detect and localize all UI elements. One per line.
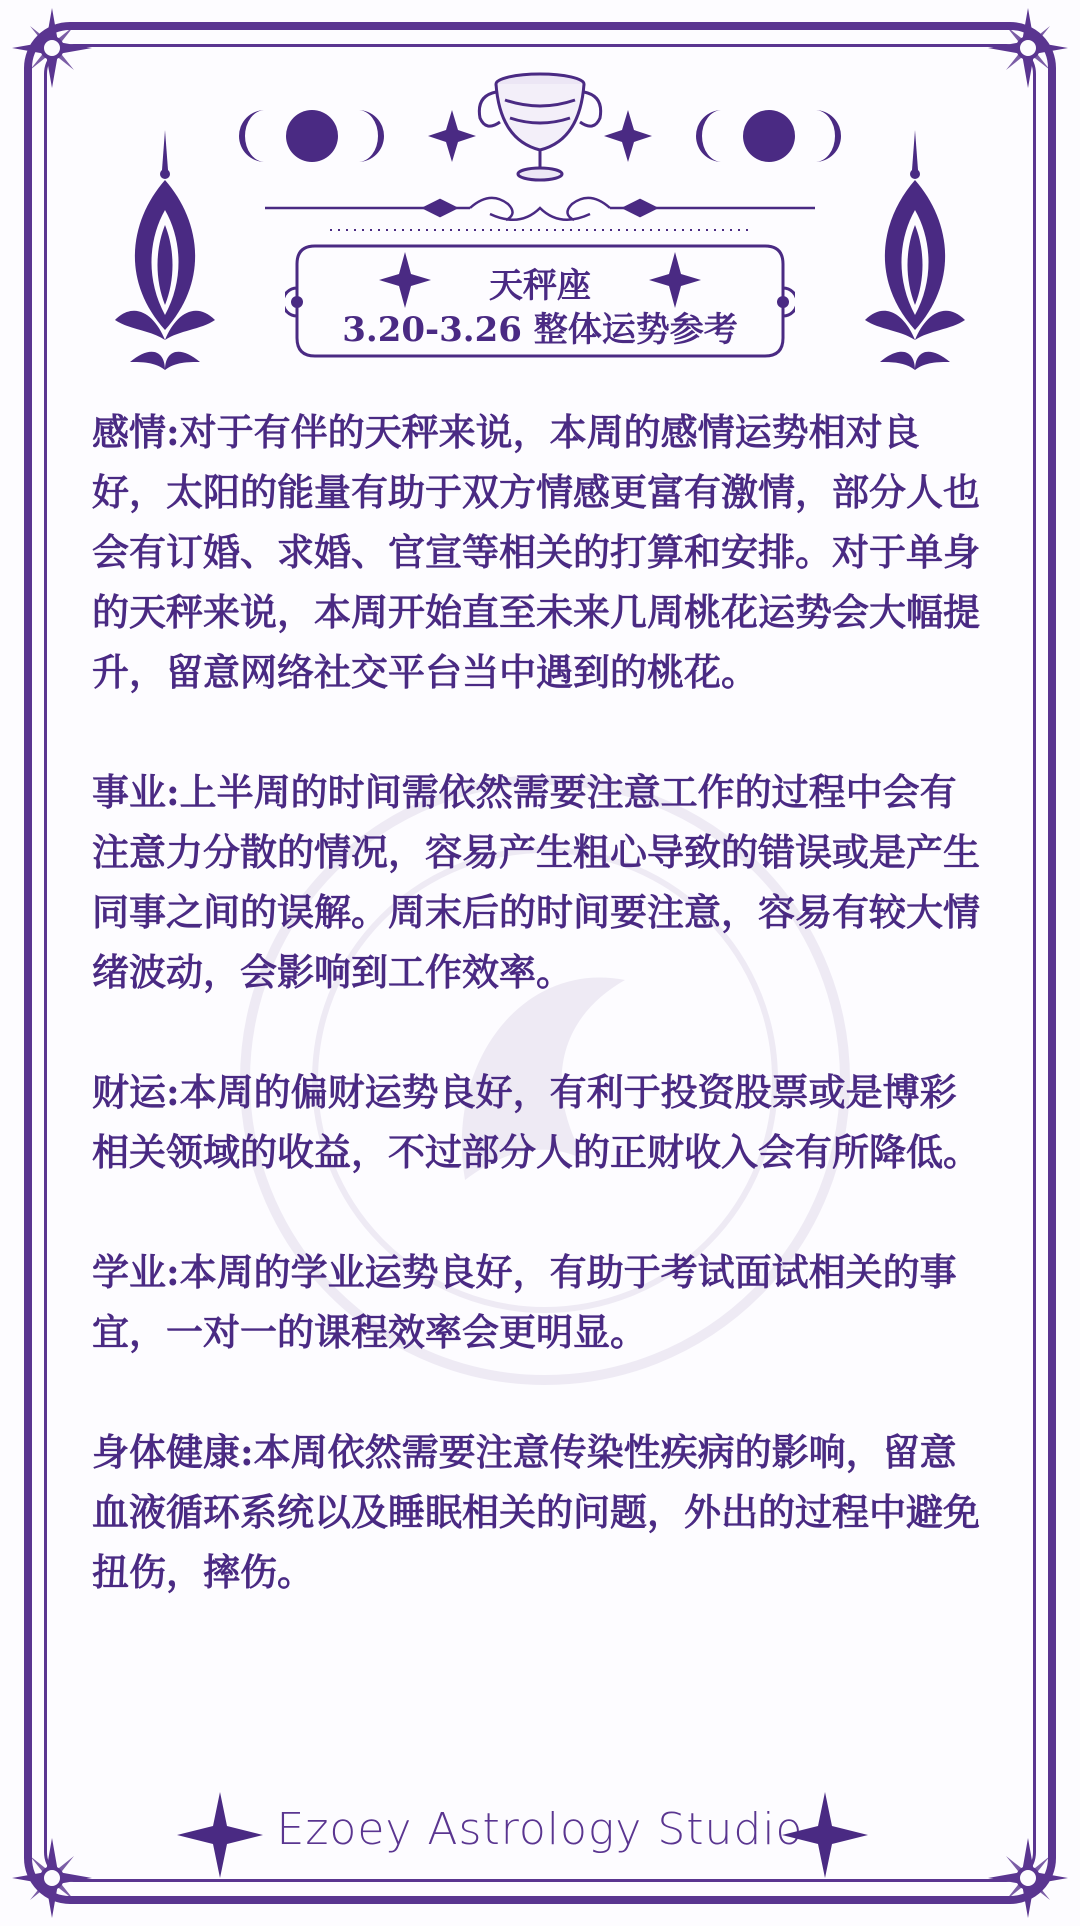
section-label: 感情: — [92, 410, 180, 454]
section-text: 本周的学业运势良好，有助于考试面试相关的事宜，一对一的课程效率会更明显。 — [92, 1250, 957, 1354]
date-range-subtitle: 3.20-3.26 整体运势参考 — [342, 310, 738, 350]
footer — [0, 1790, 1080, 1880]
section-love — [92, 402, 992, 702]
section-career — [92, 762, 992, 1002]
moon-phase-icon — [239, 110, 384, 162]
sparkle-icon — [604, 110, 652, 162]
section-health — [92, 1422, 992, 1602]
lotus-icon — [860, 130, 970, 380]
section-text: 对于有伴的天秤来说，本周的感情运势相对良好，太阳的能量有助于双方情感更富有激情，部分人也会有订婚、求婚、官宣等相关的打算和安排。对于单身的天秤来说，本周开始直至未来几周桃花运势会大幅提升，留意网络社交平台当中遇到的桃花。 — [92, 410, 980, 694]
section-label: 事业: — [92, 770, 180, 814]
lotus-icon — [110, 130, 220, 380]
star-icon — [175, 1790, 265, 1880]
section-study — [92, 1242, 992, 1362]
section-label: 财运: — [92, 1070, 180, 1114]
title-plaque — [285, 236, 795, 366]
sparkle-icon — [428, 110, 476, 162]
flourish-line — [265, 198, 815, 230]
section-text: 上半周的时间需依然需要注意工作的过程中会有注意力分散的情况，容易产生粗心导致的错误或是产生同事之间的误解。周末后的时间要注意，容易有较大情绪波动，会影响到工作效率。 — [92, 770, 980, 994]
section-text: 本周的偏财运势良好，有利于投资股票或是博彩相关领域的收益，不过部分人的正财收入会有所降低。 — [92, 1070, 980, 1174]
sign-title: 天秤座 — [489, 266, 591, 306]
studio-name: Ezoey Astrology Studio — [276, 1804, 804, 1855]
section-label: 身体健康: — [92, 1430, 254, 1474]
section-text: 本周依然需要注意传染性疾病的影响，留意血液循环系统以及睡眠相关的问题，外出的过程中避免扭伤，摔伤。 — [92, 1430, 980, 1594]
chalice-icon — [479, 74, 600, 180]
moon-phase-icon — [696, 110, 841, 162]
star-icon — [780, 1790, 870, 1880]
section-label: 学业: — [92, 1250, 180, 1294]
section-wealth — [92, 1062, 992, 1182]
fortune-content — [92, 402, 992, 1662]
